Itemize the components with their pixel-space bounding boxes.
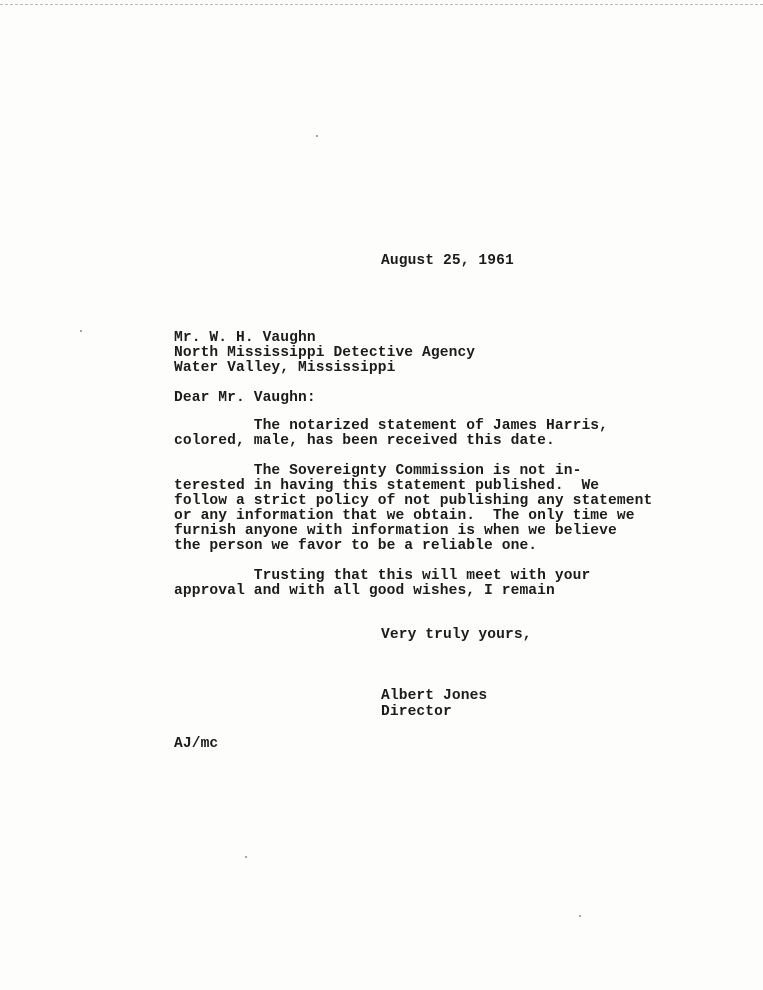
- paragraph-line: follow a strict policy of not publishing any statement: [174, 493, 653, 509]
- closing: Very truly yours,: [381, 627, 532, 643]
- paragraph-line: furnish anyone with information is when we believe: [174, 523, 617, 539]
- paragraph-line: the person we favor to be a reliable one.: [174, 538, 538, 554]
- paragraph-line: approval and with all good wishes, I remain: [174, 583, 555, 599]
- signer-title: Director: [381, 704, 452, 720]
- salutation: Dear Mr. Vaughn:: [174, 390, 316, 406]
- scan-top-edge: [0, 4, 763, 5]
- paragraph-line: colored, male, has been received this date.: [174, 433, 555, 449]
- scan-speck: [245, 856, 247, 858]
- signer-name: Albert Jones: [381, 688, 488, 704]
- paragraph-line: The Sovereignty Commission is not in-: [174, 463, 582, 479]
- recipient-name: Mr. W. H. Vaughn: [174, 330, 316, 346]
- paragraph-line: or any information that we obtain. The only time we: [174, 508, 635, 524]
- letter-date: August 25, 1961: [381, 253, 514, 269]
- paragraph-line: Trusting that this will meet with your: [174, 568, 591, 584]
- typist-initials: AJ/mc: [174, 736, 219, 752]
- paragraph-line: The notarized statement of James Harris,: [174, 418, 609, 434]
- paragraph-line: terested in having this statement published. We: [174, 478, 600, 494]
- scan-speck: [579, 915, 581, 917]
- scan-speck: [80, 330, 82, 332]
- scan-speck: [316, 135, 318, 137]
- recipient-address: Water Valley, Mississippi: [174, 360, 396, 376]
- recipient-company: North Mississippi Detective Agency: [174, 345, 476, 361]
